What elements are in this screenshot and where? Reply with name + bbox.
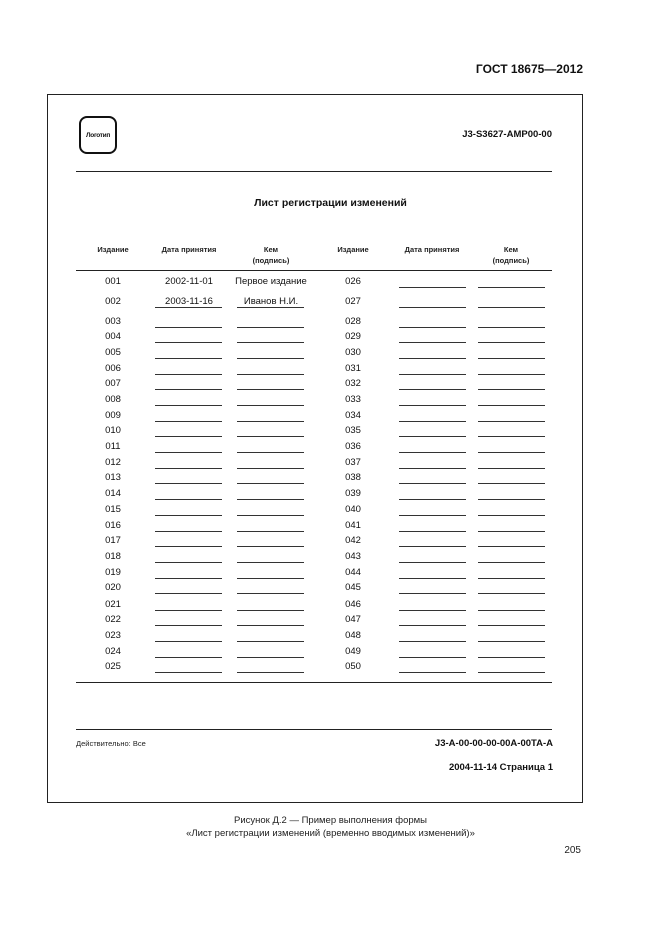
signature-blank-line <box>478 625 545 626</box>
edition-number-right: 029 <box>345 331 361 342</box>
edition-number-right: 050 <box>345 661 361 672</box>
signature-blank-line <box>478 562 545 563</box>
signature-blank-line <box>478 358 545 359</box>
edition-number-right: 031 <box>345 363 361 374</box>
edition-number-right: 044 <box>345 567 361 578</box>
date-blank-line <box>399 342 466 343</box>
signature-blank-line <box>237 610 304 611</box>
edition-number-left: 002 <box>105 296 121 307</box>
form-title: Лист регистрации изменений <box>254 197 407 209</box>
date-blank-line <box>399 327 466 328</box>
edition-number-left: 025 <box>105 661 121 672</box>
date-blank-line <box>155 421 222 422</box>
edition-number-right: 038 <box>345 472 361 483</box>
signature-blank-line <box>237 562 304 563</box>
date-blank-line <box>399 657 466 658</box>
date-blank-line <box>155 374 222 375</box>
signature-blank-line <box>478 657 545 658</box>
date-blank-line <box>155 578 222 579</box>
date-blank-line <box>155 389 222 390</box>
edition-number-right: 039 <box>345 488 361 499</box>
edition-number-right: 043 <box>345 551 361 562</box>
edition-number-left: 006 <box>105 363 121 374</box>
date-blank-line <box>155 546 222 547</box>
date-blank-line <box>399 358 466 359</box>
signature-blank-line <box>237 483 304 484</box>
signature-blank-line <box>478 452 545 453</box>
edition-number-right: 048 <box>345 630 361 641</box>
date-blank-line <box>155 657 222 658</box>
edition-number-left: 008 <box>105 394 121 405</box>
edition-number-left: 003 <box>105 316 121 327</box>
signature-blank-line <box>478 515 545 516</box>
figure-caption-line2: «Лист регистрации изменений (временно вводимых изменений)» <box>186 828 475 839</box>
signature-blank-line <box>237 625 304 626</box>
edition-number-right: 042 <box>345 535 361 546</box>
signature-blank-line <box>237 593 304 594</box>
date-value: 2002-11-01 <box>165 276 213 287</box>
signature-blank-line <box>237 358 304 359</box>
edition-number-right: 047 <box>345 614 361 625</box>
date-value: 2003-11-16 <box>165 296 213 307</box>
standard-number: ГОСТ 18675—2012 <box>475 62 583 76</box>
applicability-label: Действительно: Все <box>76 739 146 748</box>
edition-number-right: 040 <box>345 504 361 515</box>
date-blank-line <box>155 358 222 359</box>
signature-blank-line <box>237 307 304 308</box>
signature-blank-line <box>478 421 545 422</box>
edition-number-left: 018 <box>105 551 121 562</box>
date-blank-line <box>399 578 466 579</box>
date-blank-line <box>155 672 222 673</box>
logo-placeholder: Логотип <box>79 116 117 154</box>
col-header-edition-left: Издание <box>97 245 129 254</box>
date-blank-line <box>399 405 466 406</box>
signature-blank-line <box>237 657 304 658</box>
signature-blank-line <box>478 578 545 579</box>
edition-number-right: 027 <box>345 296 361 307</box>
date-blank-line <box>399 499 466 500</box>
edition-number-right: 032 <box>345 378 361 389</box>
date-blank-line <box>399 672 466 673</box>
header-divider <box>76 171 552 172</box>
date-blank-line <box>399 436 466 437</box>
edition-number-right: 033 <box>345 394 361 405</box>
edition-number-left: 022 <box>105 614 121 625</box>
date-blank-line <box>155 562 222 563</box>
signature-blank-line <box>237 672 304 673</box>
document-number: J3-S3627-AMP00-00 <box>462 129 552 140</box>
footer-doc-code: J3-A-00-00-00-00A-00TA-A <box>434 738 553 749</box>
edition-number-right: 028 <box>345 316 361 327</box>
date-blank-line <box>399 562 466 563</box>
footer-date-page: 2004-11-14 Страница 1 <box>448 762 553 773</box>
signature-blank-line <box>478 405 545 406</box>
edition-number-left: 014 <box>105 488 121 499</box>
signature-blank-line <box>237 468 304 469</box>
edition-number-left: 019 <box>105 567 121 578</box>
col-header-by-right <box>468 244 554 266</box>
edition-number-right: 035 <box>345 425 361 436</box>
date-blank-line <box>155 327 222 328</box>
signature-blank-line <box>237 405 304 406</box>
edition-number-left: 024 <box>105 646 121 657</box>
date-blank-line <box>399 452 466 453</box>
date-blank-line <box>155 515 222 516</box>
date-blank-line <box>155 452 222 453</box>
date-blank-line <box>399 625 466 626</box>
edition-number-right: 037 <box>345 457 361 468</box>
date-blank-line <box>399 421 466 422</box>
signature-blank-line <box>237 436 304 437</box>
signature-blank-line <box>478 672 545 673</box>
signature-blank-line <box>478 327 545 328</box>
date-blank-line <box>399 531 466 532</box>
signature-blank-line <box>478 287 545 288</box>
signature-blank-line <box>478 307 545 308</box>
date-blank-line <box>155 468 222 469</box>
signature-blank-line <box>237 578 304 579</box>
date-blank-line <box>399 374 466 375</box>
signature-blank-line <box>478 499 545 500</box>
edition-number-right: 030 <box>345 347 361 358</box>
col-header-date-right: Дата принятия <box>404 245 460 254</box>
edition-number-right: 049 <box>345 646 361 657</box>
edition-number-left: 012 <box>105 457 121 468</box>
signature-blank-line <box>478 436 545 437</box>
signature-blank-line <box>237 499 304 500</box>
col-header-by-left <box>228 244 314 266</box>
edition-number-right: 045 <box>345 582 361 593</box>
date-blank-line <box>399 468 466 469</box>
col-header-by-line1: Кем <box>503 245 519 254</box>
edition-number-left: 020 <box>105 582 121 593</box>
signature-blank-line <box>478 610 545 611</box>
signature-blank-line <box>237 641 304 642</box>
edition-number-left: 021 <box>105 599 121 610</box>
edition-number-left: 013 <box>105 472 121 483</box>
signature-blank-line <box>237 389 304 390</box>
col-header-by-line1: Кем <box>263 245 279 254</box>
signature-blank-line <box>478 389 545 390</box>
signature-blank-line <box>478 374 545 375</box>
page-number: 205 <box>564 845 581 856</box>
date-blank-line <box>399 641 466 642</box>
signature-blank-line <box>237 546 304 547</box>
signature-blank-line <box>478 483 545 484</box>
edition-number-left: 009 <box>105 410 121 421</box>
signature-blank-line <box>237 515 304 516</box>
edition-number-left: 001 <box>105 276 121 287</box>
signature-blank-line <box>237 327 304 328</box>
date-blank-line <box>399 389 466 390</box>
edition-number-left: 007 <box>105 378 121 389</box>
signature-blank-line <box>237 531 304 532</box>
col-header-by-line2: (подпись) <box>252 256 290 265</box>
signature-blank-line <box>478 342 545 343</box>
date-blank-line <box>155 531 222 532</box>
edition-number-right: 041 <box>345 520 361 531</box>
date-blank-line <box>399 515 466 516</box>
signature-blank-line <box>478 546 545 547</box>
edition-number-left: 011 <box>105 441 121 452</box>
col-header-date-left: Дата принятия <box>161 245 217 254</box>
signature-blank-line <box>478 641 545 642</box>
signature-blank-line <box>237 452 304 453</box>
date-blank-line <box>155 307 222 308</box>
date-blank-line <box>155 405 222 406</box>
signature-blank-line <box>237 421 304 422</box>
edition-number-left: 023 <box>105 630 121 641</box>
date-blank-line <box>155 483 222 484</box>
edition-number-left: 017 <box>105 535 121 546</box>
edition-number-right: 026 <box>345 276 361 287</box>
date-blank-line <box>399 483 466 484</box>
date-blank-line <box>155 625 222 626</box>
edition-number-left: 010 <box>105 425 121 436</box>
date-blank-line <box>155 641 222 642</box>
edition-number-right: 034 <box>345 410 361 421</box>
edition-number-left: 015 <box>105 504 121 515</box>
edition-number-left: 005 <box>105 347 121 358</box>
figure-caption-line1: Рисунок Д.2 — Пример выполнения формы <box>233 815 427 826</box>
edition-number-left: 016 <box>105 520 121 531</box>
footer-divider <box>76 729 552 730</box>
date-blank-line <box>399 287 466 288</box>
edition-number-left: 004 <box>105 331 121 342</box>
edition-number-right: 036 <box>345 441 361 452</box>
signature-blank-line <box>478 531 545 532</box>
date-blank-line <box>155 436 222 437</box>
date-blank-line <box>399 307 466 308</box>
date-blank-line <box>155 342 222 343</box>
date-blank-line <box>155 610 222 611</box>
signature-blank-line <box>478 468 545 469</box>
col-header-by-line2: (подпись) <box>492 256 530 265</box>
date-blank-line <box>399 610 466 611</box>
signature-blank-line <box>237 342 304 343</box>
date-blank-line <box>399 546 466 547</box>
edition-number-right: 046 <box>345 599 361 610</box>
table-header-divider <box>76 270 552 271</box>
date-blank-line <box>155 593 222 594</box>
date-blank-line <box>399 593 466 594</box>
col-header-edition-right: Издание <box>337 245 369 254</box>
date-blank-line <box>155 499 222 500</box>
signature-value: Иванов Н.И. <box>243 296 299 307</box>
signature-blank-line <box>237 374 304 375</box>
signature-blank-line <box>478 593 545 594</box>
table-bottom-divider <box>76 682 552 683</box>
signature-value: Первое издание <box>235 276 307 287</box>
